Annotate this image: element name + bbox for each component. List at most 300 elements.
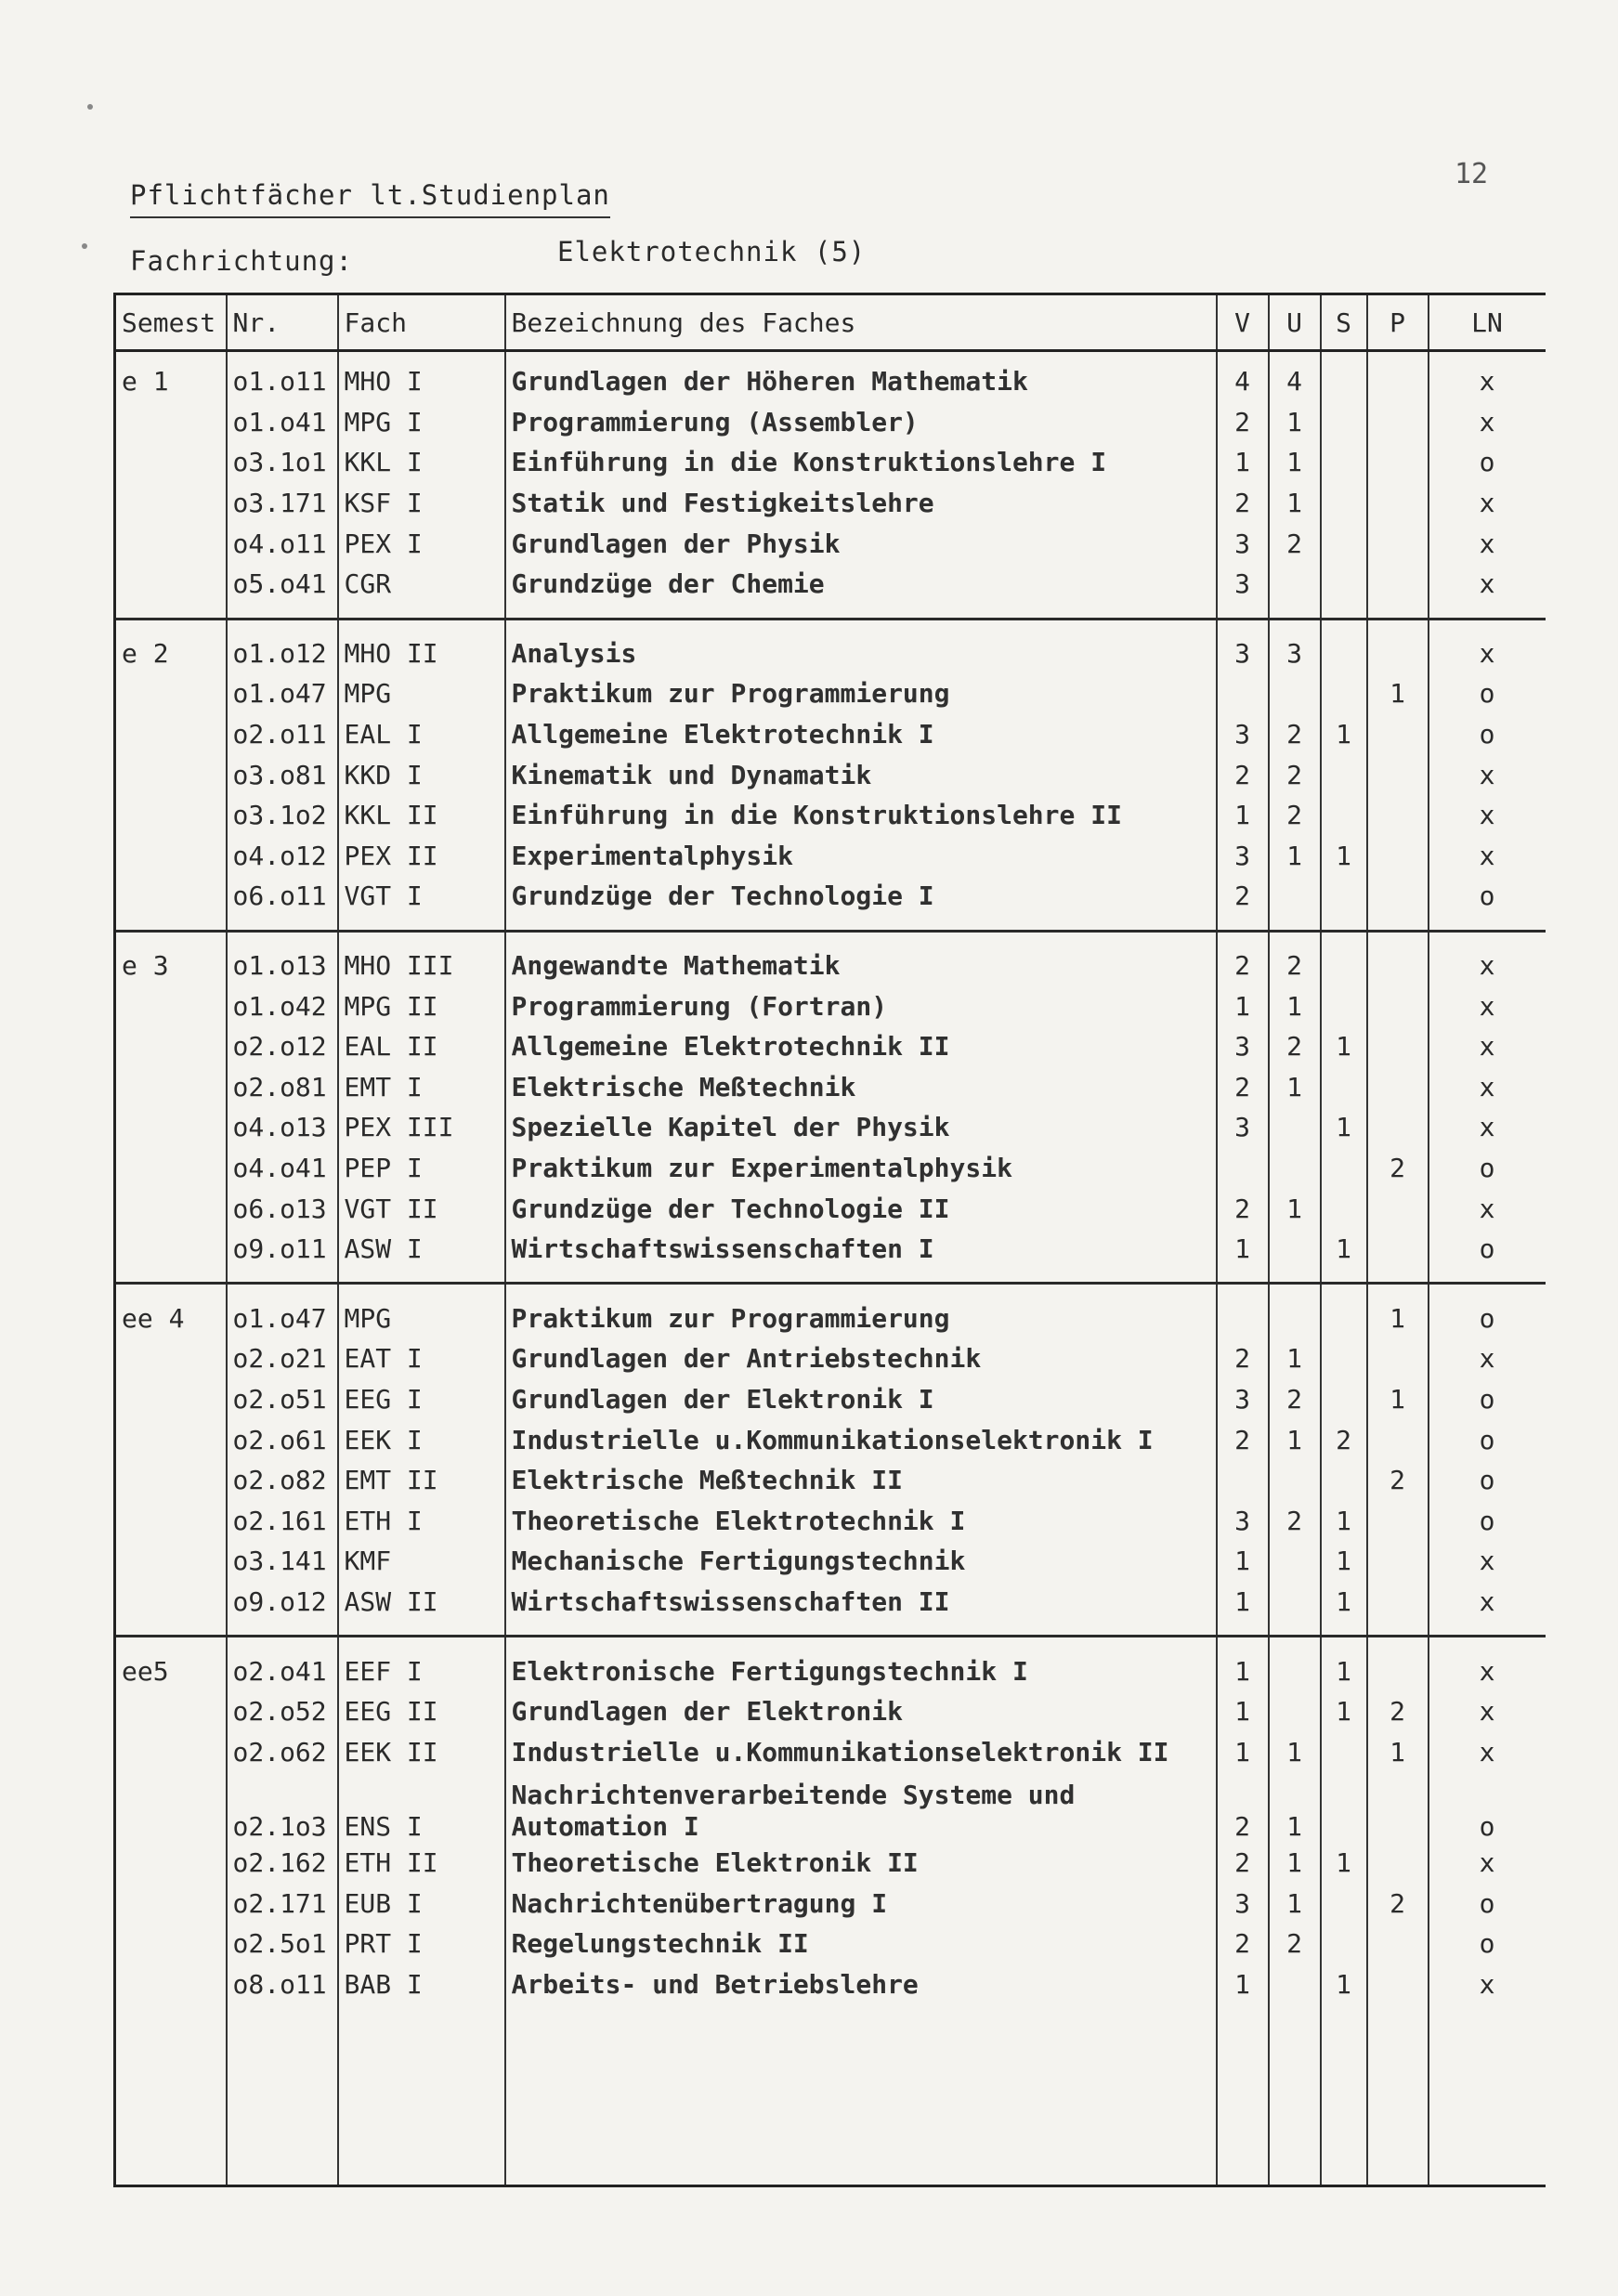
table-row [115, 523, 1546, 564]
cell-ln: x [1429, 985, 1546, 1026]
cell-p [1367, 1924, 1429, 1964]
cell-s: 1 [1321, 1582, 1367, 1637]
cell-v: 3 [1217, 564, 1269, 619]
cell-p: 2 [1367, 1460, 1429, 1501]
cell-v: 2 [1217, 931, 1269, 985]
cell-s: 1 [1321, 1964, 1367, 2018]
cell-p [1367, 1107, 1429, 1148]
semester-cell [115, 876, 227, 931]
table-row [115, 1026, 1546, 1067]
empty-cell [1429, 2017, 1546, 2186]
cell-s [1321, 1188, 1367, 1229]
semester-cell [115, 1772, 227, 1843]
table-row [115, 1964, 1546, 2018]
cell-nr: o2.162 [227, 1843, 338, 1884]
cell-v: 2 [1217, 1419, 1269, 1460]
cell-bez: Elektrische Meßtechnik [505, 1067, 1217, 1108]
cell-fach: KSF I [338, 483, 505, 524]
empty-cell [227, 2017, 338, 2186]
cell-nr: o1.o13 [227, 931, 338, 985]
table-filler-row [115, 2017, 1546, 2186]
semester-cell [115, 1500, 227, 1541]
cell-nr: o2.5o1 [227, 1924, 338, 1964]
semester-cell [115, 1884, 227, 1924]
column-header-fach: Fach [338, 294, 505, 351]
cell-fach: EEK I [338, 1419, 505, 1460]
semester-cell [115, 1924, 227, 1964]
cell-v [1217, 1148, 1269, 1189]
cell-u: 2 [1269, 795, 1321, 836]
cell-bez: Kinematik und Dynamatik [505, 754, 1217, 795]
cell-u: 1 [1269, 836, 1321, 877]
cell-u [1269, 1541, 1321, 1582]
cell-s: 2 [1321, 1419, 1367, 1460]
cell-u [1269, 1284, 1321, 1338]
cell-s [1321, 1379, 1367, 1420]
cell-s: 1 [1321, 1229, 1367, 1284]
cell-v: 2 [1217, 1338, 1269, 1379]
paper-speck [82, 243, 87, 249]
cell-v: 3 [1217, 1026, 1269, 1067]
table-row [115, 1188, 1546, 1229]
cell-s [1321, 1924, 1367, 1964]
cell-nr: o1.o47 [227, 673, 338, 714]
cell-fach: ETH I [338, 1500, 505, 1541]
cell-u: 4 [1269, 351, 1321, 402]
cell-bez: Allgemeine Elektrotechnik II [505, 1026, 1217, 1067]
cell-p [1367, 1637, 1429, 1691]
cell-s [1321, 523, 1367, 564]
cell-p [1367, 1338, 1429, 1379]
cell-nr: o1.o47 [227, 1284, 338, 1338]
cell-u [1269, 1691, 1321, 1732]
cell-fach: ENS I [338, 1772, 505, 1843]
cell-fach: MPG [338, 673, 505, 714]
cell-s [1321, 1284, 1367, 1338]
cell-ln: x [1429, 1731, 1546, 1772]
cell-v: 2 [1217, 1924, 1269, 1964]
cell-nr: o4.o11 [227, 523, 338, 564]
table-row [115, 1379, 1546, 1420]
cell-u: 1 [1269, 1338, 1321, 1379]
semester-cell [115, 1188, 227, 1229]
cell-v: 1 [1217, 1582, 1269, 1637]
cell-bez: Grundzüge der Technologie I [505, 876, 1217, 931]
cell-p: 1 [1367, 1731, 1429, 1772]
cell-fach: EEG II [338, 1691, 505, 1732]
semester-cell [115, 1107, 227, 1148]
semester-cell [115, 795, 227, 836]
cell-v: 1 [1217, 1637, 1269, 1691]
cell-u: 1 [1269, 985, 1321, 1026]
cell-bez: Mechanische Fertigungstechnik [505, 1541, 1217, 1582]
cell-bez: Regelungstechnik II [505, 1924, 1217, 1964]
table-row [115, 442, 1546, 483]
cell-nr: o1.o12 [227, 619, 338, 673]
semester-cell [115, 836, 227, 877]
cell-ln: x [1429, 836, 1546, 877]
table-row [115, 483, 1546, 524]
cell-fach: CGR [338, 564, 505, 619]
cell-u: 2 [1269, 754, 1321, 795]
cell-fach: MHO III [338, 931, 505, 985]
table-row [115, 619, 1546, 673]
semester-cell [115, 1843, 227, 1884]
cell-fach: EEG I [338, 1379, 505, 1420]
cell-v [1217, 673, 1269, 714]
cell-p [1367, 1229, 1429, 1284]
table-row [115, 836, 1546, 877]
table-row [115, 931, 1546, 985]
semester-cell [115, 483, 227, 524]
cell-v: 3 [1217, 1884, 1269, 1924]
cell-u [1269, 876, 1321, 931]
cell-v [1217, 1460, 1269, 1501]
cell-s [1321, 564, 1367, 619]
cell-ln: o [1429, 1772, 1546, 1843]
cell-bez: Grundlagen der Elektronik [505, 1691, 1217, 1732]
cell-nr: o4.o13 [227, 1107, 338, 1148]
cell-s [1321, 1884, 1367, 1924]
cell-nr: o1.o41 [227, 402, 338, 443]
cell-fach: ASW I [338, 1229, 505, 1284]
cell-nr: o2.o12 [227, 1026, 338, 1067]
cell-u [1269, 673, 1321, 714]
cell-nr: o1.o11 [227, 351, 338, 402]
cell-ln: o [1429, 714, 1546, 755]
cell-v: 2 [1217, 876, 1269, 931]
cell-fach: KKD I [338, 754, 505, 795]
cell-p [1367, 619, 1429, 673]
cell-p: 2 [1367, 1148, 1429, 1189]
table-row [115, 673, 1546, 714]
cell-ln: x [1429, 402, 1546, 443]
cell-fach: VGT II [338, 1188, 505, 1229]
document-title: Pflichtfächer lt.Studienplan [130, 179, 610, 218]
cell-u [1269, 1964, 1321, 2018]
cell-v: 3 [1217, 619, 1269, 673]
cell-s [1321, 1338, 1367, 1379]
cell-p: 2 [1367, 1884, 1429, 1924]
cell-s: 1 [1321, 1691, 1367, 1732]
cell-u: 1 [1269, 1884, 1321, 1924]
cell-nr: o4.o12 [227, 836, 338, 877]
cell-ln: x [1429, 1637, 1546, 1691]
cell-nr: o2.o62 [227, 1731, 338, 1772]
cell-ln: x [1429, 1582, 1546, 1637]
cell-v: 2 [1217, 1188, 1269, 1229]
cell-nr: o2.171 [227, 1884, 338, 1924]
cell-fach: PRT I [338, 1924, 505, 1964]
cell-s [1321, 985, 1367, 1026]
cell-fach: EAL I [338, 714, 505, 755]
semester-cell [115, 985, 227, 1026]
cell-bez: Industrielle u.Kommunikationselektronik I [505, 1419, 1217, 1460]
cell-v: 2 [1217, 1843, 1269, 1884]
cell-s: 1 [1321, 1500, 1367, 1541]
cell-s [1321, 1460, 1367, 1501]
cell-ln: o [1429, 1884, 1546, 1924]
cell-s [1321, 619, 1367, 673]
table-row [115, 351, 1546, 402]
semester-cell [115, 1067, 227, 1108]
table-row [115, 1500, 1546, 1541]
column-header-semester: Semest [115, 294, 227, 351]
cell-nr: o9.o12 [227, 1582, 338, 1637]
cell-s: 1 [1321, 1637, 1367, 1691]
cell-p [1367, 1067, 1429, 1108]
cell-v: 2 [1217, 402, 1269, 443]
semester-cell [115, 1541, 227, 1582]
table-row [115, 1582, 1546, 1637]
cell-ln: o [1429, 1229, 1546, 1284]
cell-u: 1 [1269, 1731, 1321, 1772]
semester-cell [115, 523, 227, 564]
cell-ln: x [1429, 523, 1546, 564]
cell-bez: Wirtschaftswissenschaften I [505, 1229, 1217, 1284]
cell-p [1367, 402, 1429, 443]
cell-ln: x [1429, 1338, 1546, 1379]
table-row [115, 1924, 1546, 1964]
cell-v: 3 [1217, 1379, 1269, 1420]
cell-s: 1 [1321, 1843, 1367, 1884]
cell-bez: Angewandte Mathematik [505, 931, 1217, 985]
cell-bez: Grundlagen der Physik [505, 523, 1217, 564]
cell-p [1367, 1500, 1429, 1541]
empty-cell [505, 2017, 1217, 2186]
cell-v: 1 [1217, 442, 1269, 483]
cell-v: 1 [1217, 795, 1269, 836]
cell-p [1367, 564, 1429, 619]
table-row [115, 1460, 1546, 1501]
table-row [115, 402, 1546, 443]
semester-cell: ee 4 [115, 1284, 227, 1338]
semester-cell [115, 673, 227, 714]
cell-fach: EMT II [338, 1460, 505, 1501]
cell-u: 1 [1269, 483, 1321, 524]
cell-ln: x [1429, 619, 1546, 673]
cell-bez: Programmierung (Assembler) [505, 402, 1217, 443]
cell-bez: Grundlagen der Antriebstechnik [505, 1338, 1217, 1379]
cell-p [1367, 483, 1429, 524]
cell-fach: EUB I [338, 1884, 505, 1924]
cell-nr: o3.1o2 [227, 795, 338, 836]
semester-cell [115, 1460, 227, 1501]
cell-s: 1 [1321, 714, 1367, 755]
cell-bez: Grundlagen der Elektronik I [505, 1379, 1217, 1420]
cell-nr: o2.o41 [227, 1637, 338, 1691]
paper-speck [87, 104, 93, 110]
cell-fach: VGT I [338, 876, 505, 931]
semester-cell [115, 1148, 227, 1189]
cell-p: 1 [1367, 1284, 1429, 1338]
cell-s [1321, 673, 1367, 714]
cell-p [1367, 1419, 1429, 1460]
cell-fach: EMT I [338, 1067, 505, 1108]
cell-u: 2 [1269, 1026, 1321, 1067]
empty-cell [1217, 2017, 1269, 2186]
cell-u: 2 [1269, 523, 1321, 564]
field-value: Elektrotechnik (5) [557, 236, 867, 267]
cell-u: 2 [1269, 1924, 1321, 1964]
table-row [115, 714, 1546, 755]
cell-fach: EAT I [338, 1338, 505, 1379]
cell-ln: o [1429, 1379, 1546, 1420]
cell-fach: PEP I [338, 1148, 505, 1189]
table-row [115, 1067, 1546, 1108]
cell-s [1321, 931, 1367, 985]
cell-ln: x [1429, 1107, 1546, 1148]
cell-u: 2 [1269, 931, 1321, 985]
cell-bez: Praktikum zur Programmierung [505, 673, 1217, 714]
cell-ln: x [1429, 795, 1546, 836]
page-number: 12 [1455, 158, 1489, 190]
table-row [115, 876, 1546, 931]
cell-fach: PEX I [338, 523, 505, 564]
cell-u: 2 [1269, 1379, 1321, 1420]
cell-nr: o2.o51 [227, 1379, 338, 1420]
cell-nr: o6.o11 [227, 876, 338, 931]
column-header-v: V [1217, 294, 1269, 351]
cell-ln: o [1429, 876, 1546, 931]
cell-p: 1 [1367, 673, 1429, 714]
cell-ln: x [1429, 1964, 1546, 2018]
semester-cell [115, 1379, 227, 1420]
cell-bez: Wirtschaftswissenschaften II [505, 1582, 1217, 1637]
cell-s [1321, 402, 1367, 443]
table-row [115, 1772, 1546, 1843]
cell-p [1367, 1772, 1429, 1843]
cell-nr: o5.o41 [227, 564, 338, 619]
cell-s: 1 [1321, 1026, 1367, 1067]
semester-cell [115, 1691, 227, 1732]
table-body [115, 351, 1546, 2186]
cell-u [1269, 1460, 1321, 1501]
cell-u: 1 [1269, 1188, 1321, 1229]
column-header-nr: Nr. [227, 294, 338, 351]
cell-u: 1 [1269, 442, 1321, 483]
column-header-bezeichnung: Bezeichnung des Faches [505, 294, 1217, 351]
cell-fach: MHO I [338, 351, 505, 402]
cell-v: 1 [1217, 1964, 1269, 2018]
cell-v: 2 [1217, 754, 1269, 795]
empty-cell [115, 2017, 227, 2186]
table-header-row [115, 294, 1546, 351]
cell-p [1367, 836, 1429, 877]
cell-u: 1 [1269, 402, 1321, 443]
table-row [115, 1884, 1546, 1924]
cell-v: 2 [1217, 1067, 1269, 1108]
cell-fach: BAB I [338, 1964, 505, 2018]
table-row [115, 1338, 1546, 1379]
cell-nr: o2.o21 [227, 1338, 338, 1379]
cell-ln: x [1429, 1691, 1546, 1732]
cell-u: 1 [1269, 1419, 1321, 1460]
cell-s [1321, 351, 1367, 402]
cell-p [1367, 1843, 1429, 1884]
cell-fach: ASW II [338, 1582, 505, 1637]
cell-u [1269, 1582, 1321, 1637]
cell-s: 1 [1321, 1107, 1367, 1148]
table-row [115, 985, 1546, 1026]
cell-p [1367, 985, 1429, 1026]
cell-s: 1 [1321, 1541, 1367, 1582]
cell-u: 2 [1269, 714, 1321, 755]
cell-nr: o1.o42 [227, 985, 338, 1026]
semester-cell [115, 1964, 227, 2018]
table-row [115, 1107, 1546, 1148]
cell-ln: x [1429, 1026, 1546, 1067]
table-row [115, 1691, 1546, 1732]
field-label: Fachrichtung: [130, 245, 353, 277]
cell-nr: o6.o13 [227, 1188, 338, 1229]
cell-p [1367, 523, 1429, 564]
cell-fach: EEF I [338, 1637, 505, 1691]
cell-nr: o3.o81 [227, 754, 338, 795]
cell-bez: Praktikum zur Experimentalphysik [505, 1148, 1217, 1189]
cell-bez: Grundzüge der Chemie [505, 564, 1217, 619]
cell-v [1217, 1284, 1269, 1338]
cell-p [1367, 1026, 1429, 1067]
table-row [115, 1419, 1546, 1460]
cell-ln: o [1429, 442, 1546, 483]
cell-ln: x [1429, 931, 1546, 985]
table-row [115, 754, 1546, 795]
cell-bez: Nachrichtenübertragung I [505, 1884, 1217, 1924]
cell-bez: Elektronische Fertigungstechnik I [505, 1637, 1217, 1691]
cell-s [1321, 442, 1367, 483]
cell-fach: PEX III [338, 1107, 505, 1148]
table-row [115, 564, 1546, 619]
cell-s [1321, 754, 1367, 795]
cell-bez: Einführung in die Konstruktionslehre II [505, 795, 1217, 836]
cell-s [1321, 1731, 1367, 1772]
cell-fach: EEK II [338, 1731, 505, 1772]
cell-v: 4 [1217, 351, 1269, 402]
semester-cell [115, 1582, 227, 1637]
cell-p [1367, 714, 1429, 755]
cell-u: 1 [1269, 1067, 1321, 1108]
cell-fach: PEX II [338, 836, 505, 877]
cell-p [1367, 1541, 1429, 1582]
table-row [115, 1284, 1546, 1338]
semester-cell [115, 402, 227, 443]
cell-bez: Elektrische Meßtechnik II [505, 1460, 1217, 1501]
cell-nr: o9.o11 [227, 1229, 338, 1284]
cell-u: 3 [1269, 619, 1321, 673]
cell-bez: Einführung in die Konstruktionslehre I [505, 442, 1217, 483]
table-row [115, 1229, 1546, 1284]
cell-v: 2 [1217, 483, 1269, 524]
cell-fach: MPG I [338, 402, 505, 443]
cell-v: 3 [1217, 836, 1269, 877]
cell-s [1321, 1772, 1367, 1843]
cell-p [1367, 754, 1429, 795]
cell-nr: o2.o81 [227, 1067, 338, 1108]
table-row [115, 1637, 1546, 1691]
cell-v: 3 [1217, 523, 1269, 564]
cell-v: 1 [1217, 1731, 1269, 1772]
cell-nr: o4.o41 [227, 1148, 338, 1189]
cell-ln: x [1429, 483, 1546, 524]
semester-cell [115, 442, 227, 483]
cell-nr: o3.141 [227, 1541, 338, 1582]
cell-p: 2 [1367, 1691, 1429, 1732]
cell-bez: Analysis [505, 619, 1217, 673]
cell-bez: Praktikum zur Programmierung [505, 1284, 1217, 1338]
cell-ln: x [1429, 1188, 1546, 1229]
cell-ln: o [1429, 1924, 1546, 1964]
